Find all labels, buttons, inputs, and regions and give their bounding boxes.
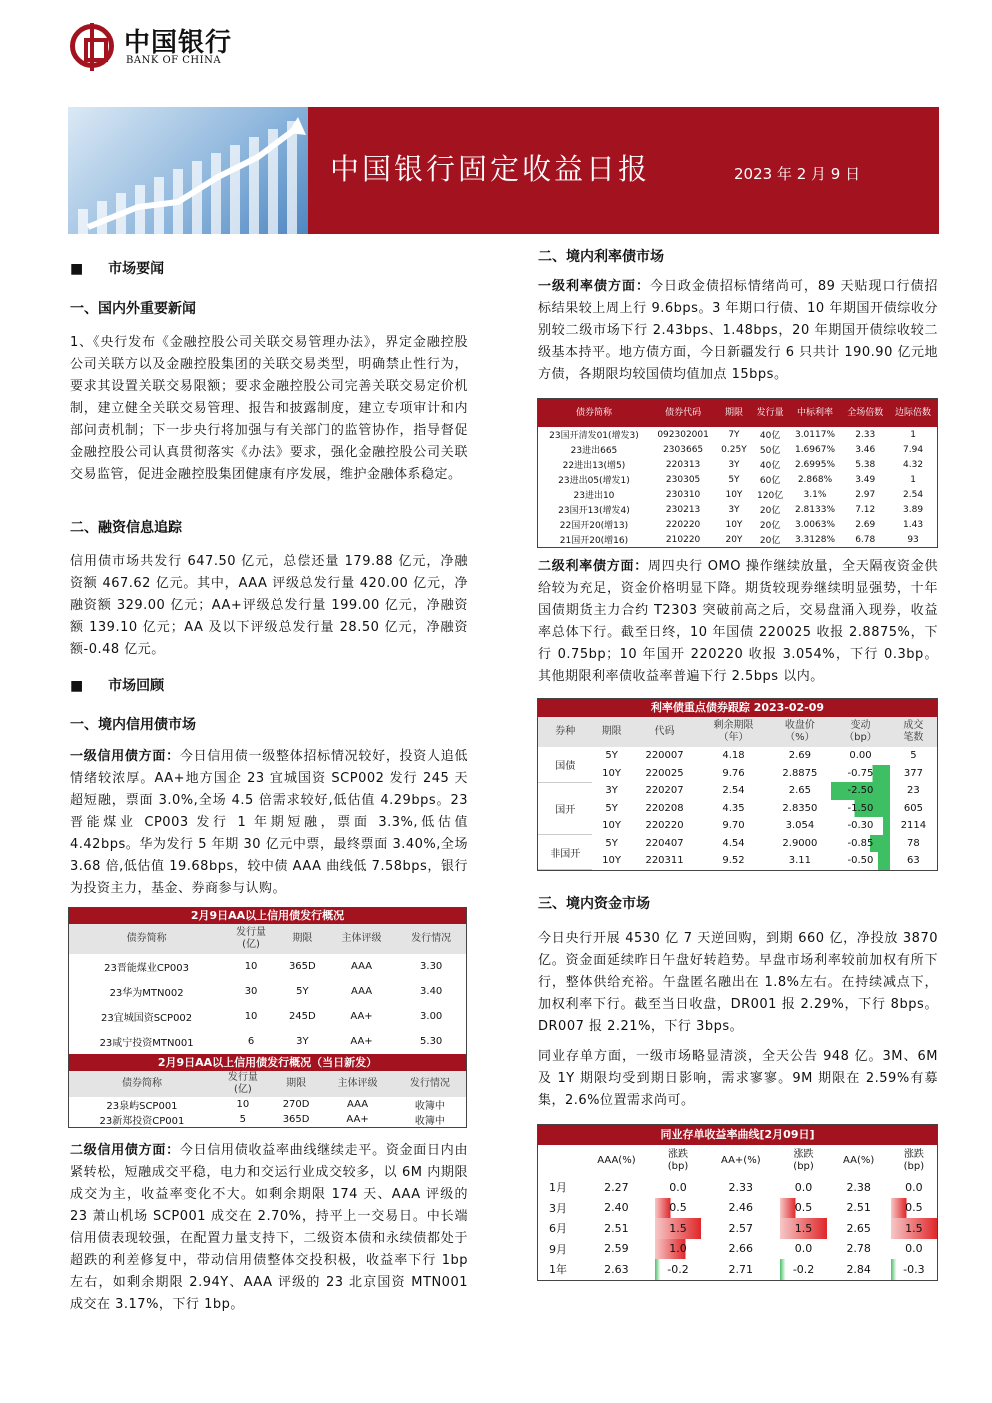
table-cell: 2303665: [663, 444, 704, 455]
table-cell: 1.6967%: [794, 444, 836, 455]
table-cell: -0.30: [831, 817, 890, 835]
table-header-cell: 涨跌 (bp): [903, 1149, 925, 1172]
table-cell: 2.63: [604, 1262, 629, 1276]
table-row: [538, 502, 937, 517]
credit-table-body: [69, 924, 466, 1054]
group-label-cell: 国债: [538, 747, 592, 782]
table-row: [538, 1259, 937, 1280]
ncd-curve-table: [537, 1124, 938, 1281]
section-heading-review: ■ 市场回顾: [70, 678, 165, 694]
table-cell: 23进出05(增发1): [558, 476, 630, 486]
table-cell: AA+: [350, 1036, 373, 1047]
group-label-cell: 非国开: [538, 835, 592, 870]
table-cell: 365D: [288, 961, 316, 972]
table-cell: AAA: [346, 1099, 369, 1110]
table-header-row: [538, 717, 937, 747]
table-cell: 2.8350: [782, 802, 818, 814]
table-cell: 2.9000: [782, 837, 818, 849]
table-row: [538, 472, 937, 487]
table-cell: 3.40: [420, 986, 443, 997]
table-row: [538, 765, 937, 783]
table-cell: 2.46: [728, 1201, 754, 1215]
table-cell: 2.8875: [782, 767, 818, 779]
table-header-cell: AA+(%): [720, 1155, 761, 1166]
table-header-cell: 成交 笔数: [903, 720, 924, 743]
table-cell: 3.00: [420, 1011, 443, 1022]
table-header-cell: AAA(%): [597, 1155, 636, 1166]
table-cell: 2.6995%: [794, 459, 836, 470]
table-cell: 6: [247, 1036, 255, 1047]
table-row: [538, 1177, 937, 1198]
table-cell: -0.50: [831, 852, 890, 870]
table-cell: 365D: [282, 1114, 310, 1125]
table-cell: 0.0: [794, 1180, 813, 1194]
table-cell: 2.78: [846, 1242, 871, 1256]
brand-en: BANK OF CHINA: [126, 55, 222, 66]
table-cell: 9.70: [722, 820, 745, 832]
ncd-table-title: 同业存单收益率曲线[2月09日]: [538, 1125, 937, 1145]
table-cell: -0.75: [831, 765, 890, 783]
table-cell: 0.5: [891, 1198, 937, 1219]
group-label-cell: 国开: [538, 782, 592, 835]
table-cell: AAA: [350, 986, 373, 997]
credit-table-title-new: 2月9日AA以上信用债发行概况（当日新发）: [69, 1054, 466, 1071]
table-cell: 3.3128%: [794, 534, 836, 545]
table-cell: 7.12: [855, 504, 876, 515]
table-cell: 120亿: [757, 491, 784, 501]
table-cell: 2.84: [846, 1262, 871, 1276]
table-cell: 23晋能煤业CP003: [104, 963, 189, 974]
table-cell: 3Y: [605, 785, 618, 797]
table-cell: 4.18: [722, 750, 745, 762]
table-cell: 6月: [548, 1222, 567, 1236]
table-header-cell: 期限: [286, 1078, 307, 1089]
table-cell: 220007: [645, 750, 684, 762]
table-cell: 22国开20(增13): [559, 521, 629, 531]
square-bullet-icon: ■: [70, 678, 84, 694]
table-cell: 092302001: [657, 429, 709, 440]
table-cell: 63: [907, 855, 920, 867]
table-cell: 2.66: [728, 1242, 754, 1256]
table-cell: 23进出10: [573, 491, 615, 501]
table-row: [69, 1097, 466, 1112]
table-header-cell: 发行量 (亿): [227, 1072, 258, 1095]
table-header-cell: 全场倍数: [841, 399, 889, 427]
subheading-news: 一、国内外重要新闻: [70, 301, 196, 317]
table-cell: 1.43: [903, 519, 924, 530]
square-bullet-icon: ■: [70, 261, 84, 277]
table-header-cell: 债券简称: [121, 1078, 162, 1089]
table-cell: 5Y: [296, 986, 309, 997]
table-header-cell: 发行情况: [409, 1078, 450, 1089]
table-cell: 245D: [288, 1011, 316, 1022]
table-header-cell: 收盘价 （%）: [784, 720, 815, 743]
table-row: [69, 954, 466, 979]
table-cell: 23: [907, 785, 920, 797]
bank-logo: [70, 22, 270, 72]
table-cell: 20亿: [759, 506, 781, 516]
table-cell: 9.52: [722, 855, 745, 867]
table-cell: 3.89: [903, 504, 924, 515]
table-cell: 10: [244, 961, 258, 972]
table-header-cell: 期限: [601, 726, 622, 737]
table-cell: 40亿: [759, 461, 781, 471]
table-cell: 9.76: [722, 767, 745, 779]
table-cell: 2.54: [903, 489, 924, 500]
table-cell: 2.27: [604, 1180, 629, 1194]
table-cell: 1.0: [655, 1239, 701, 1260]
rate-primary-table: [537, 398, 938, 548]
table-cell: 10Y: [602, 767, 622, 779]
table-cell: -0.2: [780, 1259, 826, 1280]
table-cell: 9月: [548, 1242, 567, 1256]
table-cell: 5Y: [605, 750, 618, 762]
table-cell: 收簿中: [414, 1116, 445, 1127]
table-cell: 2.57: [728, 1221, 754, 1235]
table-row: [538, 817, 937, 835]
table-cell: 23泉屿SCP001: [106, 1101, 178, 1112]
table-header-cell: 发行量: [752, 399, 789, 427]
table-cell: 20亿: [759, 536, 781, 546]
table-cell: 3.054: [785, 820, 815, 832]
table-row: [538, 1239, 937, 1260]
table-cell: 2.97: [855, 489, 876, 500]
table-cell: 30: [244, 986, 258, 997]
table-row: [538, 835, 937, 853]
table-cell: 10Y: [725, 519, 743, 530]
table-cell: 0.0: [794, 1242, 813, 1256]
table-cell: 605: [903, 802, 923, 814]
table-cell: 2.868%: [797, 474, 833, 485]
table-cell: AAA: [350, 961, 373, 972]
table-cell: 1月: [548, 1181, 567, 1195]
table-cell: -0.2: [655, 1259, 701, 1280]
table-cell: 220407: [645, 837, 684, 849]
table-cell: 1.5: [891, 1218, 937, 1239]
table-cell: 5.30: [420, 1036, 443, 1047]
table-cell: 5Y: [605, 802, 618, 814]
table-cell: 10: [236, 1099, 250, 1110]
credit-issuance-table: [68, 907, 467, 1128]
table-cell: 5.38: [855, 459, 876, 470]
table-cell: 2.8133%: [794, 504, 836, 515]
table-header-cell: 变动 （bp）: [844, 720, 877, 743]
table-cell: AA+: [350, 1011, 373, 1022]
table-cell: 3.30: [420, 961, 443, 972]
table-cell: 5Y: [728, 474, 740, 485]
table-cell: 7Y: [728, 429, 740, 440]
table-row: [538, 747, 937, 765]
table-cell: 4.54: [722, 837, 745, 849]
table-cell: 230305: [665, 474, 701, 485]
table-cell: 22进出13(增5): [562, 461, 626, 471]
paragraph-rates-secondary: 二级利率债方面：周四央行 OMO 操作继续放量，全天隔夜资金供给较为充足，资金价格明显下降。期货较现券继续明显强势，十年国债期货主力合约 T2303 突破前高之后，交易盘涌入现券，收益率总体下行。截至日终，10 年国债 220025 收报 2.8875%，下行 0.75bp；10 年国开 220220 收报 3.054%，下行 0.3bp。其他期限利率债收益率普遍下行 2.5bps 以内。: [538, 559, 938, 684]
table-row: [538, 1218, 937, 1239]
table-cell: 1.5: [780, 1218, 826, 1239]
table-cell: 3Y: [728, 459, 740, 470]
table-cell: 3.46: [855, 444, 876, 455]
paragraph-financing: 信用债市场共发行 647.50 亿元，总偿还量 179.88 亿元，净融资额 467.62 亿元。其中，AAA 评级总发行量 420.00 亿元，净融资额 329.00 亿元；AA+评级总发行量 199.00 亿元，净融资额 139.10 亿元；AA 及以下评级总发行量 28.50 亿元，净融资额-0.48 亿元。: [70, 554, 468, 657]
table-header-cell: 发行情况: [411, 933, 452, 944]
table-cell: 220208: [645, 802, 684, 814]
table-cell: -2.50: [831, 782, 890, 800]
table-cell: 1年: [548, 1263, 567, 1277]
table-cell: 5: [239, 1114, 247, 1125]
table-cell: 10Y: [725, 489, 743, 500]
table-header-cell: 主体评级: [337, 1078, 378, 1089]
table-cell: -0.3: [891, 1259, 937, 1280]
table-cell: 3.49: [855, 474, 876, 485]
table-cell: 21国开20(增16): [559, 536, 629, 546]
table-cell: 2.51: [604, 1221, 629, 1235]
rate-track-title: 利率债重点债券跟踪 2023-02-09: [538, 699, 937, 717]
table-header-row: [69, 924, 466, 954]
paragraph-news: 1、《央行发布《金融控股公司关联交易管理办法》，界定金融控股公司关联方以及金融控股集团的关联交易类型，明确禁止性行为，要求其设置关联交易限额；要求金融控股公司完善关联交易定价机制，建立健全关联交易管理、报告和披露制度，建立专项审计和内部问责机制；下一步央行将加强与有关部门的监管协作，指导督促金融控股公司认真贯彻落实《办法》要求，强化金融控股公司关联交易监管，促进金融控股集团健康有序发展，维护金融体系稳定。: [70, 335, 468, 482]
table-cell: 270D: [282, 1099, 310, 1110]
table-cell: 3.0063%: [794, 519, 836, 530]
report-banner: [68, 107, 939, 234]
table-cell: 0.0: [905, 1242, 923, 1256]
table-header-cell: 中标利率: [789, 399, 842, 427]
table-cell: 10Y: [602, 820, 622, 832]
table-header-row: [69, 1071, 466, 1097]
table-header-cell: 涨跌 (bp): [793, 1149, 814, 1172]
table-cell: 收簿中: [414, 1101, 445, 1112]
table-cell: -0.85: [831, 835, 890, 853]
subheading-money: 三、境内资金市场: [538, 896, 650, 912]
table-cell: 210220: [665, 534, 701, 545]
table-header-row: [538, 399, 937, 427]
paragraph-ncd: 同业存单方面，一级市场略显清淡，全天公告 948 亿。3M、6M 及 1Y 期限均受到期日影响，需求寥寥。9M 期限在 2.59%有募集，2.6%位置需求尚可。: [538, 1049, 938, 1108]
bank-of-china-logo-icon: [70, 24, 114, 68]
table-row: [69, 1112, 466, 1127]
table-header-cell: 边际倍数: [889, 399, 937, 427]
table-cell: 377: [903, 767, 923, 779]
table-cell: -1.50: [831, 800, 890, 818]
table-cell: 10Y: [602, 855, 622, 867]
table-row: [69, 1029, 466, 1054]
table-cell: 0.5: [655, 1198, 701, 1219]
table-header-cell: 债券简称: [126, 933, 167, 944]
table-cell: 220207: [645, 785, 684, 797]
table-header-cell: 主体评级: [341, 933, 382, 944]
table-header-cell: 代码: [654, 726, 675, 737]
table-cell: 2114: [900, 820, 927, 832]
table-cell: 4.32: [903, 459, 924, 470]
table-cell: 2.69: [855, 519, 876, 530]
table-cell: 23国开13(增发4): [558, 506, 630, 516]
table-header-cell: 期限: [716, 399, 751, 427]
table-row: [538, 852, 937, 870]
table-cell: 60亿: [759, 476, 781, 486]
subheading-rates: 二、境内利率债市场: [538, 249, 664, 265]
table-cell: 23新郑投资CP001: [99, 1116, 185, 1127]
table-header-cell: 券种: [555, 726, 576, 737]
table-header-cell: 涨跌 (bp): [667, 1149, 689, 1172]
table-cell: 4.35: [722, 802, 745, 814]
table-header-row: [538, 1145, 937, 1177]
table-row: [538, 457, 937, 472]
section-heading-news: ■ 市场要闻: [70, 261, 165, 277]
table-cell: 2.65: [788, 785, 812, 797]
table-cell: 220220: [645, 820, 684, 832]
table-row: [69, 979, 466, 1004]
table-cell: 5Y: [605, 837, 618, 849]
table-row: [538, 442, 937, 457]
paragraph-credit-primary: 一级信用债方面：今日信用债一级整体招标情况较好，投资人追低情绪较浓厚。AA+地方国企 23 宜城国资 SCP002 发行 245 天超短融，票面 3.0%,全场 4.5 倍需求较好,低估值 4.29bps。23 晋能煤业 CP003 发行 1 年期短融，票面 3.3%,低估值 4.42bps。华为发行 5 年期 30 亿元中票，最终票面 3.40%,全场 3.68 倍,低估值 19.68bps，较中债 AAA 曲线低 7.58bps，银行为投资主力，基金、券商参与认购。: [70, 749, 468, 896]
table-cell: 3Y: [728, 504, 740, 515]
table-cell: 2.33: [728, 1180, 754, 1194]
table-cell: 23国开清发01(增发3): [549, 431, 639, 441]
table-cell: 0.25Y: [721, 444, 747, 455]
report-date: 2023 年 2 月 9 日: [734, 165, 861, 183]
table-row: [538, 782, 937, 800]
subheading-financing: 二、融资信息追踪: [70, 520, 182, 536]
table-cell: 20亿: [759, 521, 781, 531]
table-row: [538, 427, 937, 442]
table-cell: 2.40: [604, 1201, 629, 1215]
table-cell: 2.71: [728, 1262, 754, 1276]
table-cell: 78: [907, 837, 920, 849]
paragraph-rates-primary: 一级利率债方面：今日政金债招标情绪尚可，89 天贴现口行债招标结果较上周上行 9.6bps。3 年期口行债、10 年期国开债综收分别较二级市场下行 2.43bps、1.48bps，20 年期国开债综收较二级基本持平。地方债方面，今日新疆发行 6 只共计 190.90 亿元地方债，各期限均较国债均值加点 15bps。: [538, 279, 938, 382]
table-cell: 2.51: [846, 1201, 871, 1215]
table-cell: 3.1%: [803, 489, 827, 500]
table-cell: 3.11: [788, 855, 812, 867]
table-cell: 2.54: [722, 785, 745, 797]
table-header-cell: 债券代码: [650, 399, 716, 427]
table-cell: 0.0: [669, 1180, 687, 1194]
credit-table-new-body: [69, 1071, 466, 1127]
table-cell: 1: [910, 474, 916, 485]
table-cell: 230310: [665, 489, 701, 500]
table-header-cell: 债券简称: [538, 399, 650, 427]
table-cell: 0.5: [780, 1198, 826, 1219]
table-cell: AA+: [346, 1114, 369, 1125]
table-row: [538, 1198, 937, 1219]
subheading-credit: 一、境内信用债市场: [70, 717, 196, 733]
table-cell: 2.59: [604, 1242, 629, 1256]
table-cell: 23进出665: [570, 446, 618, 456]
table-cell: 2.69: [788, 750, 812, 762]
table-header-cell: [538, 1145, 578, 1177]
table-cell: 2.33: [855, 429, 876, 440]
table-cell: 5: [910, 750, 917, 762]
table-cell: 0.00: [849, 750, 872, 762]
table-cell: 6.78: [855, 534, 876, 545]
table-cell: 230213: [665, 504, 701, 515]
credit-table-title: 2月9日AA以上信用债发行概况: [69, 908, 466, 924]
table-row: [538, 517, 937, 532]
table-cell: 7.94: [903, 444, 924, 455]
table-cell: 23华为MTN002: [109, 988, 184, 999]
table-cell: 220025: [645, 767, 684, 779]
table-header-cell: 期限: [292, 933, 313, 944]
table-header-cell: 剩余期限 （年）: [713, 720, 754, 743]
table-cell: 0.0: [905, 1180, 923, 1194]
table-cell: 23宜城国资SCP002: [100, 1013, 193, 1024]
table-cell: 3.0117%: [794, 429, 836, 440]
table-cell: 220311: [645, 855, 684, 867]
table-header-cell: AA(%): [843, 1155, 875, 1166]
table-cell: 220313: [665, 459, 701, 470]
table-cell: 3Y: [296, 1036, 309, 1047]
table-cell: 50亿: [759, 446, 781, 456]
table-row: [69, 1004, 466, 1029]
table-cell: 220220: [665, 519, 701, 530]
rate-track-table: [537, 698, 938, 871]
brand-cn: 中国银行: [124, 28, 233, 58]
table-row: [538, 487, 937, 502]
table-cell: 40亿: [759, 431, 781, 441]
table-cell: 1: [910, 429, 916, 440]
growth-chart-image: [68, 107, 308, 234]
table-cell: 10: [244, 1011, 258, 1022]
table-row: [538, 532, 937, 547]
table-cell: 2.65: [846, 1221, 871, 1235]
table-cell: 20Y: [725, 534, 743, 545]
paragraph-credit-secondary: 二级信用债方面：今日信用债收益率曲线继续走平。资金面日内由紧转松，短融成交平稳，电力和交运行业成交较多，以 6M 内期限成交为主，收益率变化不大。如剩余期限 174 天、AAA 评级的 23 萧山机场 SCP001 成交在 2.70%，持平上一交易日。中长端信用债表现较强，在配置力量支持下，二级资本债和永续债都处于超跌的利差修复中，带动信用债整体交投积极，收益率下行 1bp 左右，如剩余期限 2.94Y、AAA 评级的 23 北京国资 MTN001 成交在 3.17%，下行 1bp。: [70, 1143, 468, 1312]
table-cell: 23咸宁投资MTN001: [99, 1038, 194, 1049]
table-cell: 93: [907, 534, 919, 545]
table-cell: 2.38: [846, 1180, 871, 1194]
report-title: 中国银行固定收益日报: [330, 152, 651, 186]
table-cell: 1.5: [655, 1218, 701, 1239]
table-row: [538, 800, 937, 818]
table-cell: 3月: [548, 1201, 567, 1215]
table-header-cell: 发行量 (亿): [236, 927, 267, 950]
paragraph-money: 今日央行开展 4530 亿 7 天逆回购，到期 660 亿，净投放 3870 亿。资金面延续昨日午盘好转趋势。早盘市场利率较前加权有所下行，整体供给充裕。午盘匿名融出在 1.8%左右。在持续减点下，加权利率下行。截至当日收盘，DR001 报 2.29%，下行 8bps。DR007 报 2.21%，下行 3bps。: [538, 931, 938, 1034]
